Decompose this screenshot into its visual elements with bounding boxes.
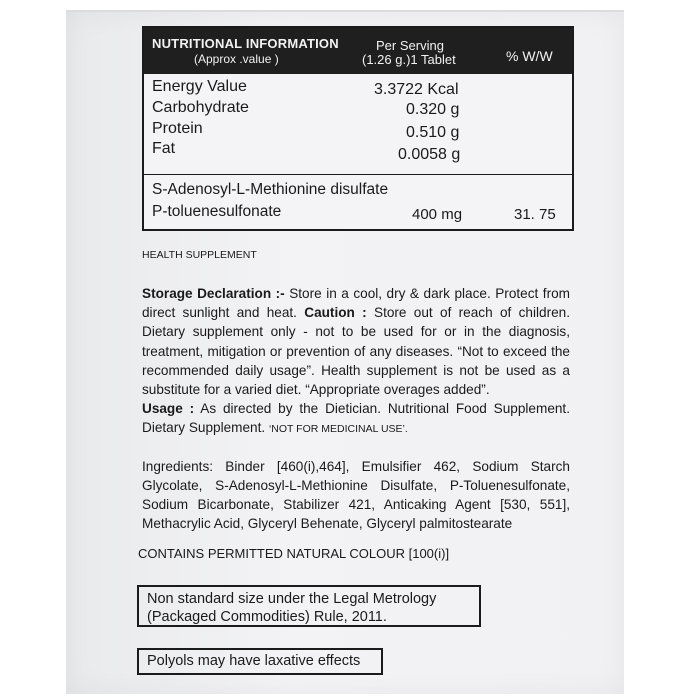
nutrient-name-carbohydrate: Carbohydrate — [152, 99, 249, 116]
nutrient-value-carbohydrate: 0.320 g — [406, 101, 460, 118]
active-ingredient-percent: 31. 75 — [514, 206, 556, 223]
colour-note: CONTAINS PERMITTED NATURAL COLOUR [100(i)] — [138, 546, 450, 561]
ingredients-text: Ingredients: Binder [460(i),464], Emulsifier 462, Sodium Starch Glycolate, S-Adenosyl-L-Methionine Disulfate, P-Toluenesulfonate, Sodium Bicarbonate, Stabilizer 421, Anticaking Agent [530, 551], Methacrylic Acid, Glyceryl Behenate, Glyceryl palmitostearate — [142, 459, 570, 531]
legal-metrology-box: Non standard size under the Legal Metrology (Packaged Commodities) Rule, 2011. — [137, 585, 481, 627]
nutrient-value-fat: 0.0058 g — [398, 146, 461, 163]
serving-size: (1.26 g.)1 Tablet — [362, 52, 456, 67]
usage-text: As directed by the Dietician. Nutritional Food Supplement. Dietary Supplement. — [142, 401, 570, 436]
storage-declaration — [142, 284, 570, 440]
polyols-warning-box: Polyols may have laxative effects — [137, 648, 383, 675]
per-serving-label: Per Serving — [376, 38, 444, 53]
active-ingredient-line1: S-Adenosyl-L-Methionine disulfate — [152, 181, 389, 198]
storage-label: Storage Declaration :- — [142, 286, 285, 301]
usage-label: Usage : — [142, 401, 195, 417]
nutrient-name-protein: Protein — [152, 120, 203, 137]
storage-text: Store in a cool, dry & dark place. Protect from direct sunlight and heat. — [142, 286, 570, 321]
nutrition-table — [142, 26, 574, 231]
health-supplement-label: HEALTH SUPPLEMENT — [142, 249, 257, 261]
nutrient-value-energy: 3.3722 Kcal — [374, 81, 459, 98]
percent-ww-label: % W/W — [506, 48, 553, 64]
active-ingredient-value: 400 mg — [412, 206, 463, 223]
caution-label: Caution : — [304, 305, 367, 321]
nutrition-table-header — [144, 28, 572, 74]
caution-text: Store out of reach of children. Dietary supplement only - not to be used for or in the diagnosis, treatment, mitigation or prevention of any diseases. “Not to exceed the recommended daily usage”. Health supplement is not be used as a substitute for a varied diet. “Appropriate overages added”. — [142, 305, 570, 398]
nutrition-divider — [144, 174, 572, 175]
nutrition-header-title: NUTRITIONAL INFORMATION — [152, 36, 339, 51]
nutrient-name-fat: Fat — [152, 140, 176, 157]
not-medicinal-note: ‘NOT FOR MEDICINAL USE’. — [268, 423, 408, 436]
nutrient-name-energy: Energy Value — [152, 78, 247, 95]
active-ingredient-line2: P-toluenesulfonate — [152, 203, 282, 220]
nutrient-value-protein: 0.510 g — [406, 124, 460, 141]
nutrition-header-subtitle: (Approx .value ) — [194, 52, 279, 66]
